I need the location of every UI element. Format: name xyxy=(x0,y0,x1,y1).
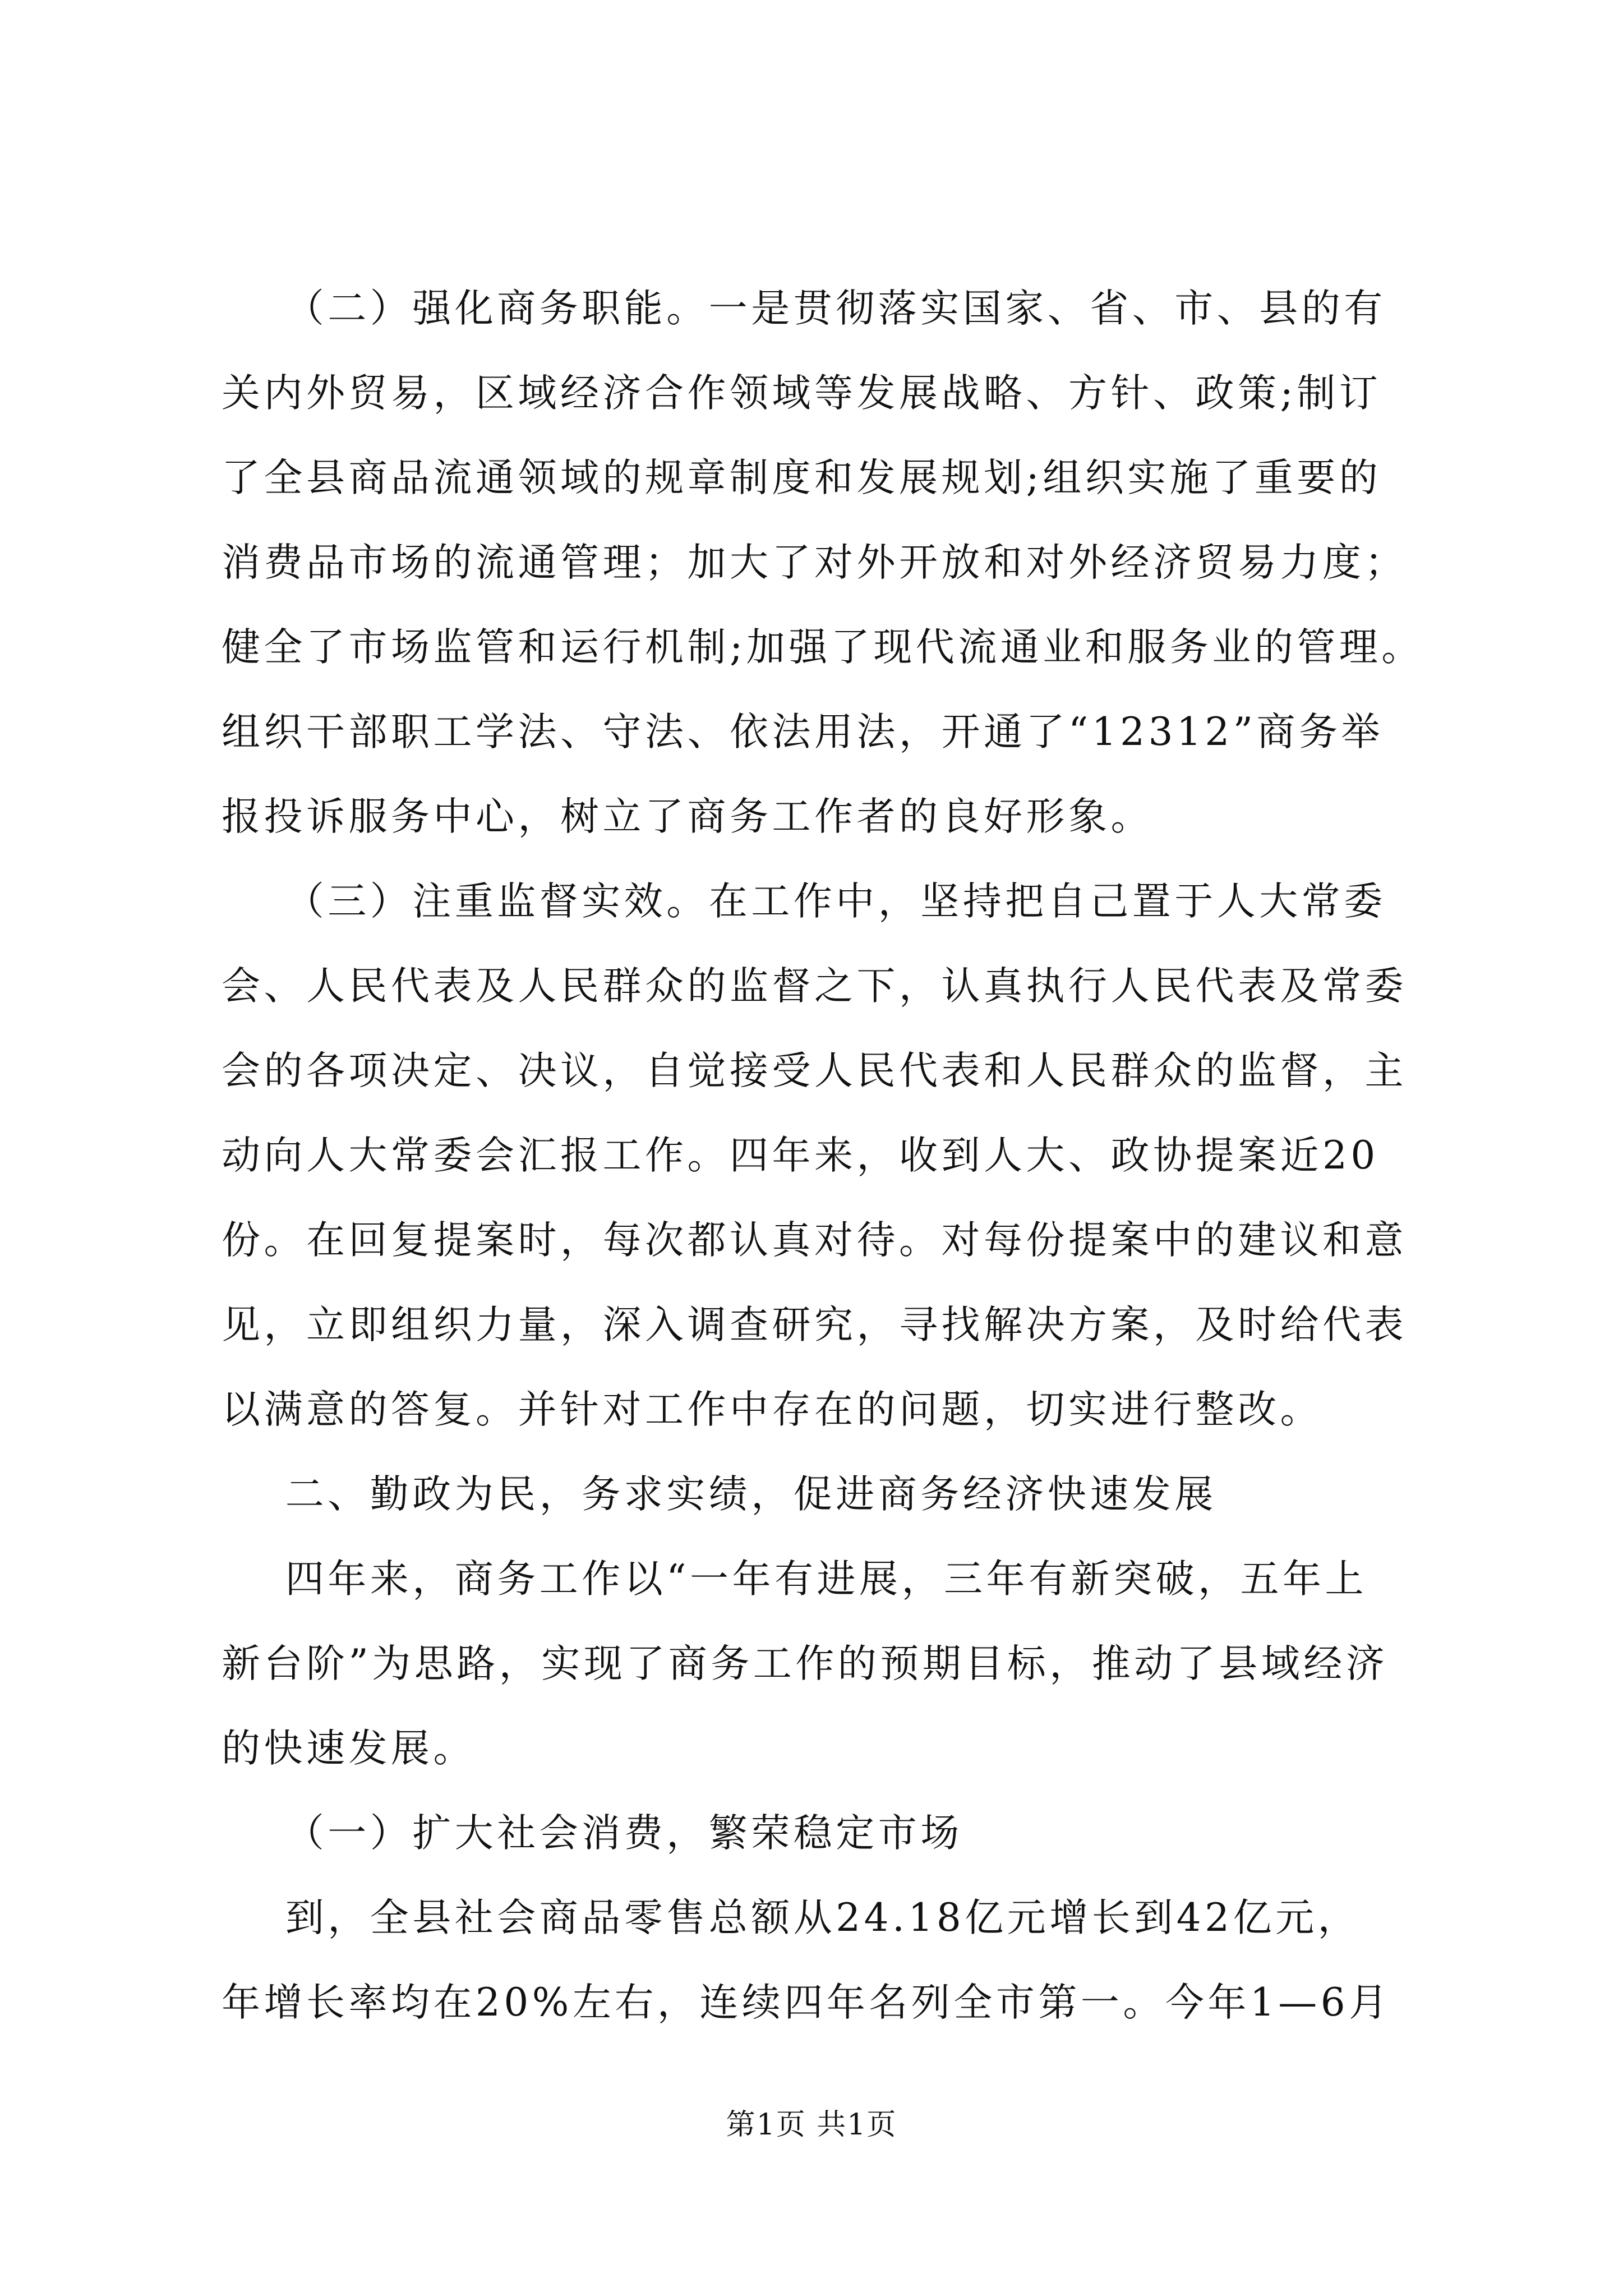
text-line: 年增长率均在20%左右，连续四年名列全市第一。今年1—6月 xyxy=(222,1980,1391,2025)
text-line: 以满意的答复。并针对工作中存在的问题，切实进行整改。 xyxy=(222,1387,1322,1432)
text-line: （三）注重监督实效。在工作中，坚持把自己置于人大常委 xyxy=(222,879,1386,924)
text-line: 份。在回复提案时，每次都认真对待。对每份提案中的建议和意 xyxy=(222,1218,1407,1263)
text-line: 健全了市场监管和运行机制;加强了现代流通业和服务业的管理。 xyxy=(222,625,1424,670)
text-line: 见，立即组织力量，深入调查研究，寻找解决方案，及时给代表 xyxy=(222,1303,1407,1347)
text-line: 会的各项决定、决议，自觉接受人民代表和人民群众的监督，主 xyxy=(222,1048,1407,1093)
text-line: 动向人大常委会汇报工作。四年来，收到人大、政协提案近20 xyxy=(222,1133,1379,1178)
text-line: 关内外贸易，区域经济合作领域等发展战略、方针、政策;制订 xyxy=(222,371,1382,416)
text-line: 的快速发展。 xyxy=(222,1726,476,1771)
subsection-heading: （一）扩大社会消费，繁荣稳定市场 xyxy=(222,1811,963,1856)
text-line: 报投诉服务中心，树立了商务工作者的良好形象。 xyxy=(222,794,1153,839)
text-line: 新台阶”为思路，实现了商务工作的预期目标，推动了县域经济 xyxy=(222,1641,1389,1686)
text-line: 消费品市场的流通管理；加大了对外开放和对外经济贸易力度； xyxy=(222,540,1407,585)
page-number-footer: 第1页 共1页 xyxy=(726,2108,897,2142)
text-line: 了全县商品流通领域的规章制度和发展规划;组织实施了重要的 xyxy=(222,455,1382,500)
text-line: （二）强化商务职能。一是贯彻落实国家、省、市、县的有 xyxy=(222,286,1386,331)
text-line: 到，全县社会商品零售总额从24.18亿元增长到42亿元， xyxy=(222,1895,1361,1940)
section-heading: 二、勤政为民，务求实绩，促进商务经济快速发展 xyxy=(222,1472,1217,1517)
text-line: 四年来，商务工作以“一年有进展，三年有新突破，五年上 xyxy=(222,1557,1368,1602)
text-line: 会、人民代表及人民群众的监督之下，认真执行人民代表及常委 xyxy=(222,964,1407,1009)
text-line: 组织干部职工学法、守法、依法用法，开通了“12312”商务举 xyxy=(222,710,1384,754)
